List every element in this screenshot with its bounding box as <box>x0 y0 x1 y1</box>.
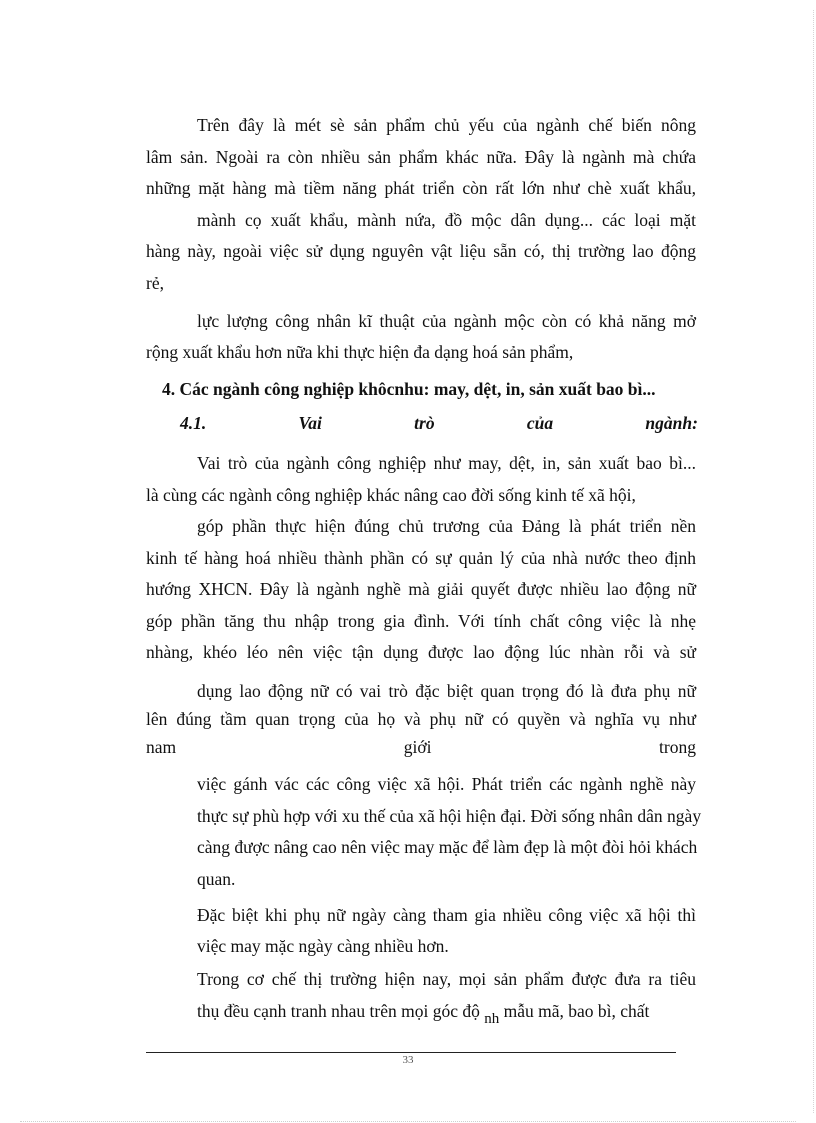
paragraph-line: hướng XHCN. Đây là ngành nghề mà giải quyết được nhiều lao động nữ <box>146 579 696 599</box>
text-run: nh <box>484 1011 500 1027</box>
paragraph-line: Trong cơ chế thị trường hiện nay, mọi sản phẩm được đưa ra tiêu <box>197 969 696 989</box>
spread-word: nam <box>146 737 177 757</box>
paragraph-line: là cùng các ngành công nghiệp khác nâng cao đời sống kinh tế xã hội, <box>146 485 636 505</box>
text-run: thụ đều cạnh tranh nhau trên mọi góc độ <box>197 1001 480 1021</box>
paragraph-line: rẻ, <box>146 273 164 293</box>
footer-rule <box>146 1052 676 1053</box>
subsection-word: ngành: <box>645 413 698 433</box>
paragraph-line: việc gánh vác các công việc xã hội. Phát triển các ngành nghề này <box>197 774 696 794</box>
paragraph-line: góp phần tăng thu nhập trong gia đình. Với tính chất công việc là nhẹ <box>146 611 696 631</box>
page-edge-dotted <box>813 10 814 1113</box>
paragraph-line: dụng lao động nữ có vai trò đặc biệt quan trọng đó là đưa phụ nữ <box>197 681 696 701</box>
paragraph-line: Vai trò của ngành công nghiệp như may, dệt, in, sản xuất bao bì... <box>197 453 696 473</box>
paragraph-line: kinh tế hàng hoá nhiều thành phần có sự quản lý của nhà nước theo định <box>146 548 696 568</box>
paragraph-line: nhàng, khéo léo nên việc tận dụng được lao động lúc nhàn rỗi và sử <box>146 642 696 662</box>
subsection-heading <box>180 412 698 434</box>
paragraph-line: việc may mặc ngày càng nhiều hơn. <box>197 936 449 956</box>
spread-word: giới <box>403 737 432 757</box>
paragraph-line: góp phần thực hiện đúng chủ trương của Đảng là phát triển nền <box>197 516 696 536</box>
paragraph-line: hàng này, ngoài việc sử dụng nguyên vật liệu sẵn có, thị trường lao động <box>146 241 696 261</box>
subsection-word: của <box>526 413 554 433</box>
paragraph-line: rộng xuất khẩu hơn nữa khi thực hiện đa dạng hoá sản phẩm, <box>146 342 574 362</box>
section-heading: 4. Các ngành công nghiệp khôcnhu: may, dệt, in, sản xuất bao bì... <box>162 379 656 399</box>
paragraph-line: quan. <box>197 869 236 889</box>
subsection-word: Vai <box>298 413 322 433</box>
paragraph-line: lực lượng công nhân kĩ thuật của ngành mộc còn có khả năng mở <box>197 311 696 331</box>
paragraph-line: thực sự phù hợp với xu thế của xã hội hiện đại. Đời sống nhân dân ngày <box>197 806 702 826</box>
paragraph-line <box>197 1000 696 1027</box>
subsection-word: trò <box>414 413 435 433</box>
text-run: mẫu mã, bao bì, chất <box>503 1001 650 1021</box>
paragraph-line: lâm sản. Ngoài ra còn nhiều sản phẩm khác nữa. Đây là ngành mà chứa <box>146 147 696 167</box>
paragraph-line: Đặc biệt khi phụ nữ ngày càng tham gia nhiều công việc xã hội thì <box>197 905 696 925</box>
page-edge-dotted <box>20 1121 796 1122</box>
paragraph-line: những mặt hàng mà tiềm năng phát triển còn rất lớn như chè xuất khẩu, <box>146 178 696 198</box>
paragraph-line: mành cọ xuất khẩu, mành nứa, đồ mộc dân dụng... các loại mặt <box>197 210 696 230</box>
paragraph-line: lên đúng tầm quan trọng của họ và phụ nữ có quyền và nghĩa vụ như <box>146 709 696 729</box>
page-number: 33 <box>402 1054 414 1066</box>
subsection-number: 4.1. <box>180 413 207 433</box>
paragraph-line: càng được nâng cao nên việc may mặc để làm đẹp là một đòi hỏi khách <box>197 837 698 857</box>
spread-word: trong <box>659 737 696 757</box>
spread-line <box>146 736 696 758</box>
paragraph-line: Trên đây là mét sè sản phẩm chủ yếu của ngành chế biến nông <box>197 115 696 135</box>
